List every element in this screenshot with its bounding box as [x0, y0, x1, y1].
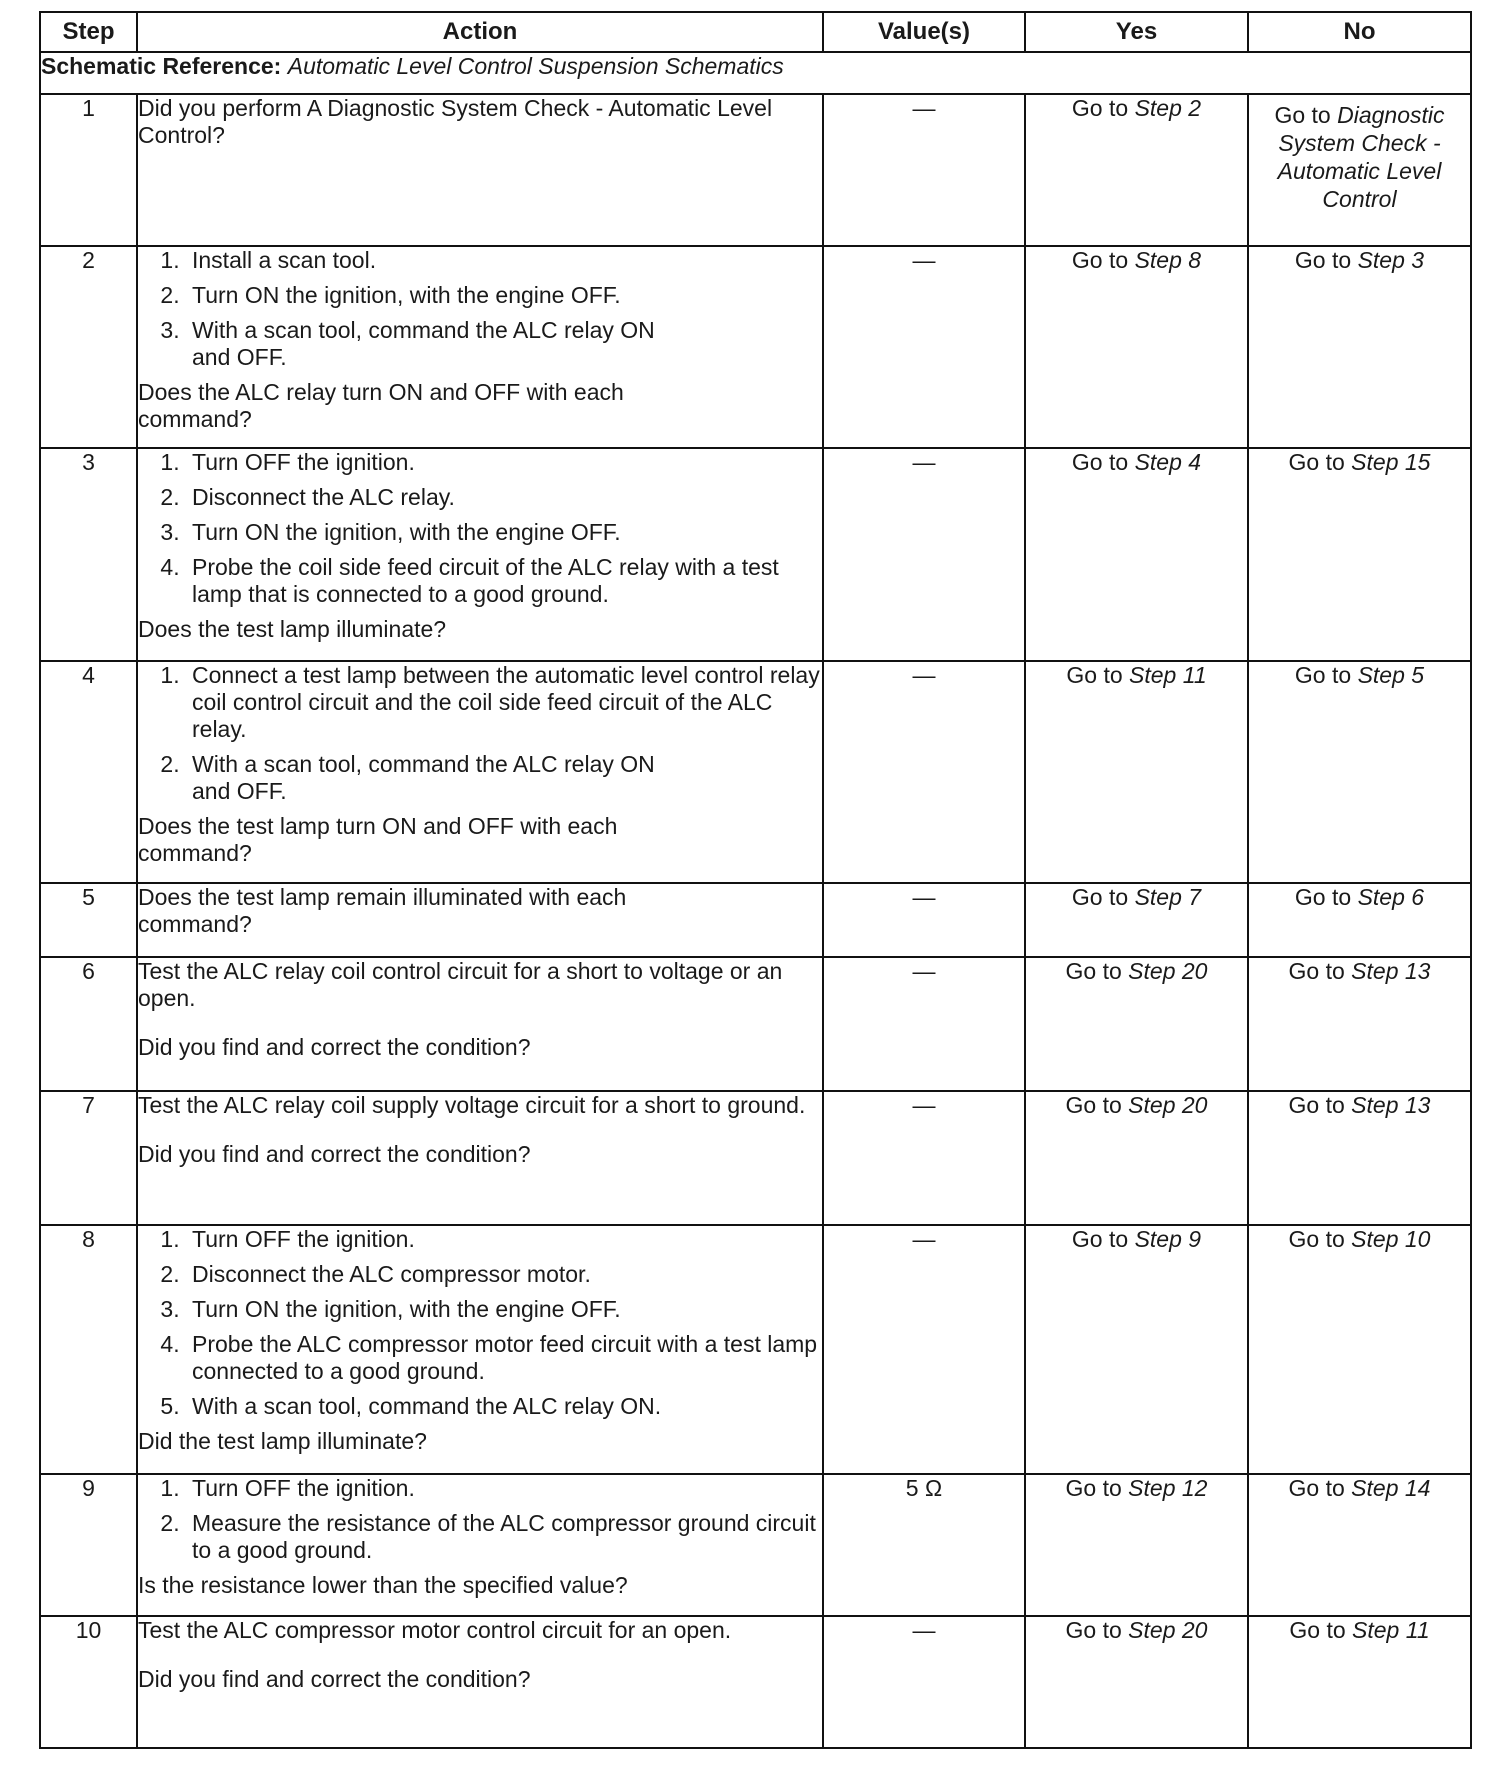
yes-cell — [1025, 246, 1248, 448]
action-step: 2. Disconnect the ALC relay. — [186, 484, 822, 511]
value-cell: 5 Ω — [823, 1474, 1025, 1616]
goto-prefix: Go to — [1288, 958, 1352, 984]
goto-step: Diagnostic System Check - Automatic Level Control — [1277, 102, 1445, 212]
action-cell — [137, 661, 823, 883]
goto-step: Step 13 — [1351, 958, 1431, 984]
action-question: Did you find and correct the condition? — [138, 1666, 531, 1692]
header-row — [40, 12, 1471, 52]
goto-prefix: Go to — [1071, 95, 1135, 121]
action-question: Did the test lamp illuminate? — [138, 1428, 427, 1454]
goto-prefix: Go to — [1065, 1475, 1129, 1501]
action-cell — [137, 1091, 823, 1225]
action-step: 3. Turn ON the ignition, with the engine OFF. — [186, 519, 822, 546]
table-row — [40, 661, 1471, 883]
goto-step: Step 15 — [1351, 449, 1431, 475]
step-number: 1 — [40, 94, 137, 246]
no-cell — [1248, 957, 1471, 1091]
action-step: 2. With a scan tool, command the ALC relay ON and OFF. — [186, 751, 662, 805]
value-cell: — — [823, 246, 1025, 448]
action-step: 4. Probe the ALC compressor motor feed circuit with a test lamp connected to a good ground. — [186, 1331, 822, 1385]
step-number: 7 — [40, 1091, 137, 1225]
goto-prefix: Go to — [1274, 102, 1338, 128]
action-cell — [137, 957, 823, 1091]
no-cell — [1248, 883, 1471, 957]
table-row — [40, 1091, 1471, 1225]
no-cell — [1248, 1091, 1471, 1225]
action-cell — [137, 1225, 823, 1474]
goto-step: Step 20 — [1128, 1617, 1208, 1643]
goto-step: Step 12 — [1128, 1475, 1208, 1501]
goto-prefix: Go to — [1065, 1617, 1129, 1643]
yes-cell — [1025, 94, 1248, 246]
table-row — [40, 94, 1471, 246]
goto-step: Step 9 — [1134, 1226, 1202, 1252]
schematic-reference-label: Schematic Reference: — [41, 53, 282, 79]
action-question: Did you find and correct the condition? — [138, 1141, 531, 1167]
action-cell — [137, 448, 823, 661]
value-cell: — — [823, 883, 1025, 957]
table-row — [40, 1616, 1471, 1748]
goto-step: Step 11 — [1352, 1617, 1430, 1643]
goto-prefix: Go to — [1288, 1092, 1352, 1118]
yes-cell — [1025, 1616, 1248, 1748]
action-steps — [138, 1475, 822, 1564]
table-row — [40, 448, 1471, 661]
action-step: 2. Disconnect the ALC compressor motor. — [186, 1261, 822, 1288]
step-number: 10 — [40, 1616, 137, 1748]
no-cell — [1248, 661, 1471, 883]
header-action: Action — [137, 12, 823, 52]
header-no: No — [1248, 12, 1471, 52]
action-text: Test the ALC compressor motor control circuit for an open. — [138, 1617, 732, 1643]
goto-prefix: Go to — [1065, 1092, 1129, 1118]
goto-step: Step 13 — [1351, 1092, 1431, 1118]
goto-prefix: Go to — [1071, 247, 1135, 273]
value-cell: — — [823, 1225, 1025, 1474]
goto-step: Step 2 — [1134, 95, 1202, 121]
goto-prefix: Go to — [1289, 1617, 1353, 1643]
goto-step: Step 8 — [1134, 247, 1202, 273]
header-values: Value(s) — [823, 12, 1025, 52]
goto-step: Step 5 — [1357, 662, 1425, 688]
action-step: 1. Turn OFF the ignition. — [186, 1226, 822, 1253]
action-question: Does the test lamp turn ON and OFF with each command? — [138, 813, 618, 866]
goto-prefix: Go to — [1294, 884, 1358, 910]
action-cell — [137, 94, 823, 246]
step-number: 3 — [40, 448, 137, 661]
action-text: Does the test lamp remain illuminated with each command? — [138, 884, 627, 937]
step-number: 2 — [40, 246, 137, 448]
goto-step: Step 14 — [1351, 1475, 1431, 1501]
action-step: 2. Turn ON the ignition, with the engine OFF. — [186, 282, 822, 309]
table-row — [40, 1474, 1471, 1616]
table-row — [40, 957, 1471, 1091]
action-step: 1. Turn OFF the ignition. — [186, 449, 822, 476]
action-step: 1. Turn OFF the ignition. — [186, 1475, 822, 1502]
goto-prefix: Go to — [1071, 1226, 1135, 1252]
goto-step: Step 6 — [1357, 884, 1425, 910]
no-cell — [1248, 1616, 1471, 1748]
yes-cell — [1025, 661, 1248, 883]
table-row — [40, 246, 1471, 448]
schematic-reference — [40, 52, 1471, 94]
goto-prefix: Go to — [1071, 449, 1135, 475]
header-yes: Yes — [1025, 12, 1248, 52]
goto-step: Step 20 — [1128, 958, 1208, 984]
action-step: 2. Measure the resistance of the ALC compressor ground circuit to a good ground. — [186, 1510, 822, 1564]
action-cell — [137, 1616, 823, 1748]
value-cell: — — [823, 957, 1025, 1091]
yes-cell — [1025, 1225, 1248, 1474]
yes-cell — [1025, 957, 1248, 1091]
goto-prefix: Go to — [1294, 662, 1358, 688]
goto-prefix: Go to — [1066, 662, 1130, 688]
goto-step: Step 10 — [1351, 1226, 1431, 1252]
goto-prefix: Go to — [1288, 1226, 1352, 1252]
value-cell: — — [823, 661, 1025, 883]
yes-cell — [1025, 1474, 1248, 1616]
action-step: 4. Probe the coil side feed circuit of the ALC relay with a test lamp that is connected to a good ground. — [186, 554, 822, 608]
value-cell: — — [823, 448, 1025, 661]
goto-prefix: Go to — [1288, 1475, 1352, 1501]
goto-step: Step 3 — [1357, 247, 1425, 273]
goto-prefix: Go to — [1071, 884, 1135, 910]
action-step: 3. With a scan tool, command the ALC relay ON and OFF. — [186, 317, 662, 371]
action-question: Is the resistance lower than the specified value? — [138, 1572, 628, 1598]
table-row — [40, 883, 1471, 957]
goto-step: Step 11 — [1129, 662, 1207, 688]
step-number: 9 — [40, 1474, 137, 1616]
goto-prefix: Go to — [1294, 247, 1358, 273]
action-step: 1. Connect a test lamp between the automatic level control relay coil control circuit and the coil side feed circuit of the ALC relay. — [186, 662, 822, 743]
no-cell — [1248, 94, 1471, 246]
action-cell — [137, 1474, 823, 1616]
action-text: Did you perform A Diagnostic System Check - Automatic Level Control? — [138, 95, 773, 148]
schematic-reference-value: Automatic Level Control Suspension Schematics — [287, 53, 784, 79]
no-cell — [1248, 1225, 1471, 1474]
action-question: Does the test lamp illuminate? — [138, 616, 447, 642]
step-number: 8 — [40, 1225, 137, 1474]
step-number: 6 — [40, 957, 137, 1091]
action-steps — [138, 662, 822, 805]
action-cell — [137, 883, 823, 957]
action-steps — [138, 247, 822, 371]
no-cell — [1248, 448, 1471, 661]
goto-step: Step 4 — [1134, 449, 1202, 475]
action-cell — [137, 246, 823, 448]
step-number: 4 — [40, 661, 137, 883]
action-question: Did you find and correct the condition? — [138, 1034, 531, 1060]
goto-step: Step 7 — [1134, 884, 1202, 910]
no-cell — [1248, 1474, 1471, 1616]
value-cell: — — [823, 1616, 1025, 1748]
value-cell: — — [823, 1091, 1025, 1225]
action-text: Test the ALC relay coil control circuit for a short to voltage or an open. — [138, 958, 783, 1011]
action-question: Does the ALC relay turn ON and OFF with each command? — [138, 379, 624, 432]
header-step: Step — [40, 12, 137, 52]
goto-prefix: Go to — [1288, 449, 1352, 475]
step-number: 5 — [40, 883, 137, 957]
goto-step: Step 20 — [1128, 1092, 1208, 1118]
yes-cell — [1025, 1091, 1248, 1225]
action-step: 1. Install a scan tool. — [186, 247, 822, 274]
action-step: 5. With a scan tool, command the ALC relay ON. — [186, 1393, 822, 1420]
no-cell — [1248, 246, 1471, 448]
action-steps — [138, 449, 822, 608]
action-steps — [138, 1226, 822, 1420]
value-cell: — — [823, 94, 1025, 246]
schematic-reference-row — [40, 52, 1471, 94]
yes-cell — [1025, 883, 1248, 957]
yes-cell — [1025, 448, 1248, 661]
diagnostic-table — [39, 11, 1472, 1749]
action-text: Test the ALC relay coil supply voltage circuit for a short to ground. — [138, 1092, 806, 1118]
action-step: 3. Turn ON the ignition, with the engine OFF. — [186, 1296, 822, 1323]
goto-prefix: Go to — [1065, 958, 1129, 984]
table-row — [40, 1225, 1471, 1474]
